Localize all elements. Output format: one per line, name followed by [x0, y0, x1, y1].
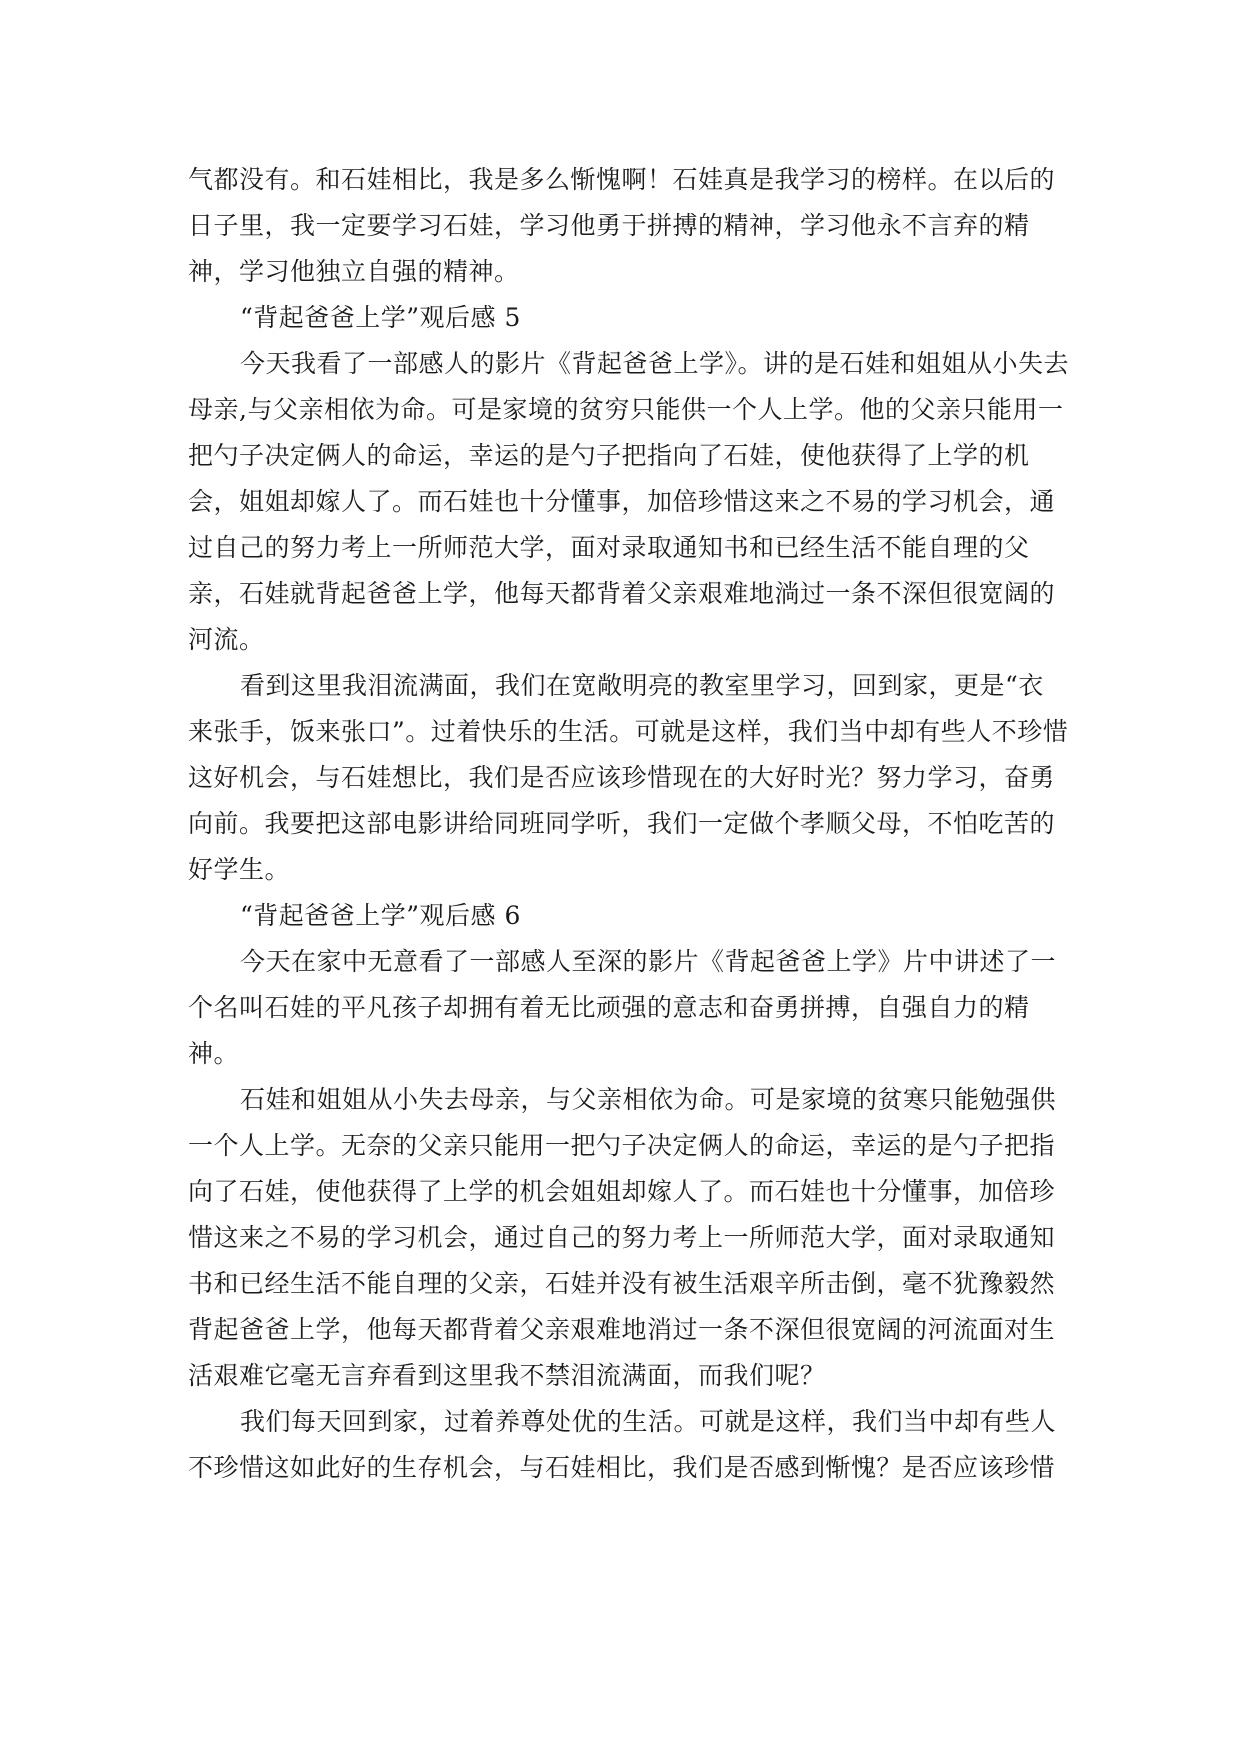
body-paragraph [188, 939, 1057, 1077]
paragraph-line: 把勺子决定俩人的命运，幸运的是勺子把指向了石娃，使他获得了上学的机 [188, 441, 1030, 470]
heading-text: “背起爸爸上学”观后感 5 [240, 303, 521, 332]
paragraph-line: 气都没有。和石娃相比，我是多么惭愧啊！石娃真是我学习的榜样。在以后的 [188, 165, 1056, 194]
paragraph-line: 不珍惜这如此好的生存机会，与石娃相比，我们是否感到惭愧？是否应该珍惜 [188, 1453, 1056, 1482]
paragraph-line: 向了石娃，使他获得了上学的机会姐姐却嫁人了。而石娃也十分懂事，加倍珍 [188, 1177, 1056, 1206]
paragraph-line: 河流。 [188, 625, 265, 654]
paragraph-line: 神。 [188, 1039, 240, 1068]
paragraph-line: 今天在家中无意看了一部感人至深的影片《背起爸爸上学》片中讲述了一 [240, 947, 1057, 976]
paragraph-line: 母亲,与父亲相依为命。可是家境的贫穷只能供一个人上学。他的父亲只能用一 [188, 395, 1064, 424]
paragraph-line: 个名叫石娃的平凡孩子却拥有着无比顽强的意志和奋勇拼搏，自强自力的精 [188, 993, 1030, 1022]
body-paragraph [188, 157, 1056, 295]
paragraph-line: 这好机会，与石娃想比，我们是否应该珍惜现在的大好时光？努力学习，奋勇 [188, 763, 1056, 792]
paragraph-line: 来张手，饭来张口”。过着快乐的生活。可就是这样，我们当中却有些人不珍惜 [188, 717, 1069, 746]
paragraph-line: 好学生。 [188, 855, 291, 884]
document-body [188, 157, 1070, 1491]
paragraph-line: 活艰难它毫无言弃看到这里我不禁泪流满面，而我们呢？ [188, 1361, 826, 1390]
paragraph-line: 日子里，我一定要学习石娃，学习他勇于拼搏的精神，学习他永不言弃的精 [188, 211, 1030, 240]
paragraph-line: 会，姐姐却嫁人了。而石娃也十分懂事，加倍珍惜这来之不易的学习机会，通 [188, 487, 1056, 516]
paragraph-line: 我们每天回到家，过着养尊处优的生活。可就是这样，我们当中却有些人 [240, 1407, 1057, 1436]
paragraph-line: 看到这里我泪流满面，我们在宽敞明亮的教室里学习，回到家，更是“衣 [240, 671, 1044, 700]
body-paragraph [188, 1399, 1057, 1491]
section-heading [188, 893, 1050, 939]
paragraph-line: 过自己的努力考上一所师范大学，面对录取通知书和已经生活不能自理的父 [188, 533, 1030, 562]
paragraph-line: 亲，石娃就背起爸爸上学，他每天都背着父亲艰难地淌过一条不深但很宽阔的 [188, 579, 1056, 608]
paragraph-line: 背起爸爸上学，他每天都背着父亲艰难地消过一条不深但很宽阔的河流面对生 [188, 1315, 1056, 1344]
body-paragraph [188, 1077, 1057, 1399]
paragraph-line: 一个人上学。无奈的父亲只能用一把勺子决定俩人的命运，幸运的是勺子把指 [188, 1131, 1056, 1160]
section-heading [188, 295, 1050, 341]
body-paragraph [188, 341, 1070, 663]
body-paragraph [188, 663, 1069, 893]
paragraph-line: 神，学习他独立自强的精神。 [188, 257, 520, 286]
paragraph-line: 惜这来之不易的学习机会，通过自己的努力考上一所师范大学，面对录取通知 [188, 1223, 1056, 1252]
paragraph-line: 石娃和姐姐从小失去母亲，与父亲相依为命。可是家境的贫寒只能勉强供 [240, 1085, 1057, 1114]
paragraph-line: 今天我看了一部感人的影片《背起爸爸上学》。讲的是石娃和姐姐从小失去 [240, 349, 1070, 378]
paragraph-line: 书和已经生活不能自理的父亲，石娃并没有被生活艰辛所击倒，毫不犹豫毅然 [188, 1269, 1056, 1298]
paragraph-line: 向前。我要把这部电影讲给同班同学听，我们一定做个孝顺父母，不怕吃苦的 [188, 809, 1056, 838]
heading-text: “背起爸爸上学”观后感 6 [240, 901, 521, 930]
